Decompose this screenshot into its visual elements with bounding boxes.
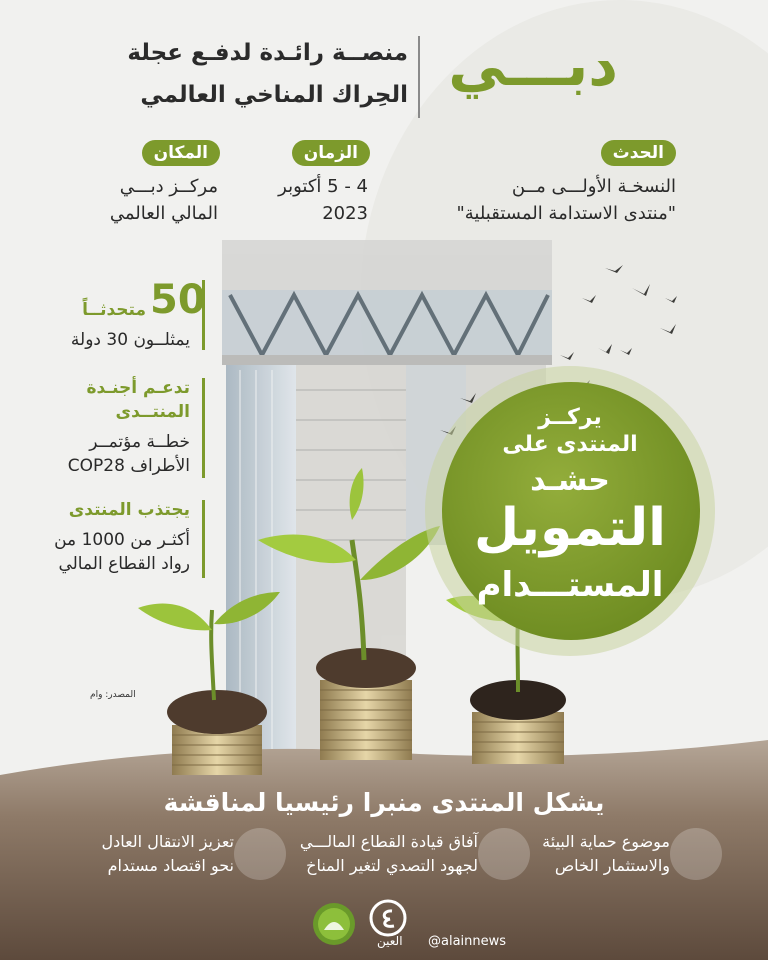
stat-bar-attract — [202, 500, 205, 578]
event-line1: النسخـة الأولـــى مــن — [511, 176, 676, 197]
topic-line2: والاستثمار الخاص — [554, 856, 670, 875]
bottom-headline: يشكل المنتدى منبرا رئيسيا لمناقشة — [163, 788, 605, 817]
topic-bullet — [478, 828, 530, 880]
topic-line1: موضوع حماية البيئة — [542, 832, 670, 851]
topic-item — [86, 822, 248, 886]
subtitle-line2: الحِراك المناخي العالمي — [140, 82, 408, 108]
agenda-text-line2: الأطراف COP28 — [67, 456, 190, 476]
earth-call-logo — [312, 902, 356, 946]
subtitle-line1: منصــة رائـدة لدفـع عجلة — [127, 40, 408, 66]
footer-brand: العين — [377, 934, 403, 948]
event-label: الحدث — [601, 140, 676, 166]
topic-bullet — [234, 828, 286, 880]
attract-text-line2: رواد القطاع المالي — [58, 554, 190, 574]
circle-line5: المستـــدام — [476, 565, 664, 605]
circle-line1: يركــز — [538, 405, 602, 430]
agenda-head-line1: تدعـم أجنـدة — [86, 378, 190, 398]
stat-bar-agenda — [202, 378, 205, 478]
circle-line3: حشـد — [530, 463, 610, 498]
page-title: دبـــي — [448, 31, 618, 99]
time-line2: 2023 — [322, 203, 368, 224]
time-label: الزمان — [292, 140, 370, 166]
topic-line2: نحو اقتصاد مستدام — [107, 856, 234, 875]
topic-item — [532, 822, 684, 886]
footer-handle[interactable]: @alainnews — [428, 934, 507, 949]
topic-line2: لجهود التصدي لتغير المناخ — [306, 856, 478, 875]
topic-bullet — [670, 828, 722, 880]
event-line2: "منتدى الاستدامة المستقبلية" — [456, 203, 676, 224]
place-line2: المالي العالمي — [109, 203, 218, 224]
source-credit: المصدر: وام — [90, 690, 136, 700]
speakers-text: يمثلــون 30 دولة — [70, 330, 190, 350]
agenda-text-line1: خطــة مؤتمــر — [89, 432, 190, 452]
attract-text-line1: أكثـر من 1000 من — [54, 530, 190, 550]
topic-line1: تعزيز الانتقال العادل — [101, 832, 234, 851]
place-line1: مركــز دبـــي — [119, 176, 218, 197]
alain-logo — [368, 898, 408, 938]
circle-line4: التمويل — [474, 498, 666, 558]
title-divider — [418, 36, 420, 118]
topic-line1: آفاق قيادة القطاع المالـــي — [299, 832, 478, 851]
speakers-label: متحدثــاً — [82, 300, 146, 320]
agenda-head-line2: المنتــدى — [115, 402, 190, 422]
place-label: المكان — [142, 140, 220, 166]
attract-head: يجتذب المنتدى — [68, 500, 190, 520]
circle-line2: المنتدى على — [502, 432, 638, 457]
time-line1: 4 - 5 أكتوبر — [278, 176, 368, 197]
topic-item — [280, 822, 492, 886]
speakers-number: 50 — [150, 277, 206, 323]
